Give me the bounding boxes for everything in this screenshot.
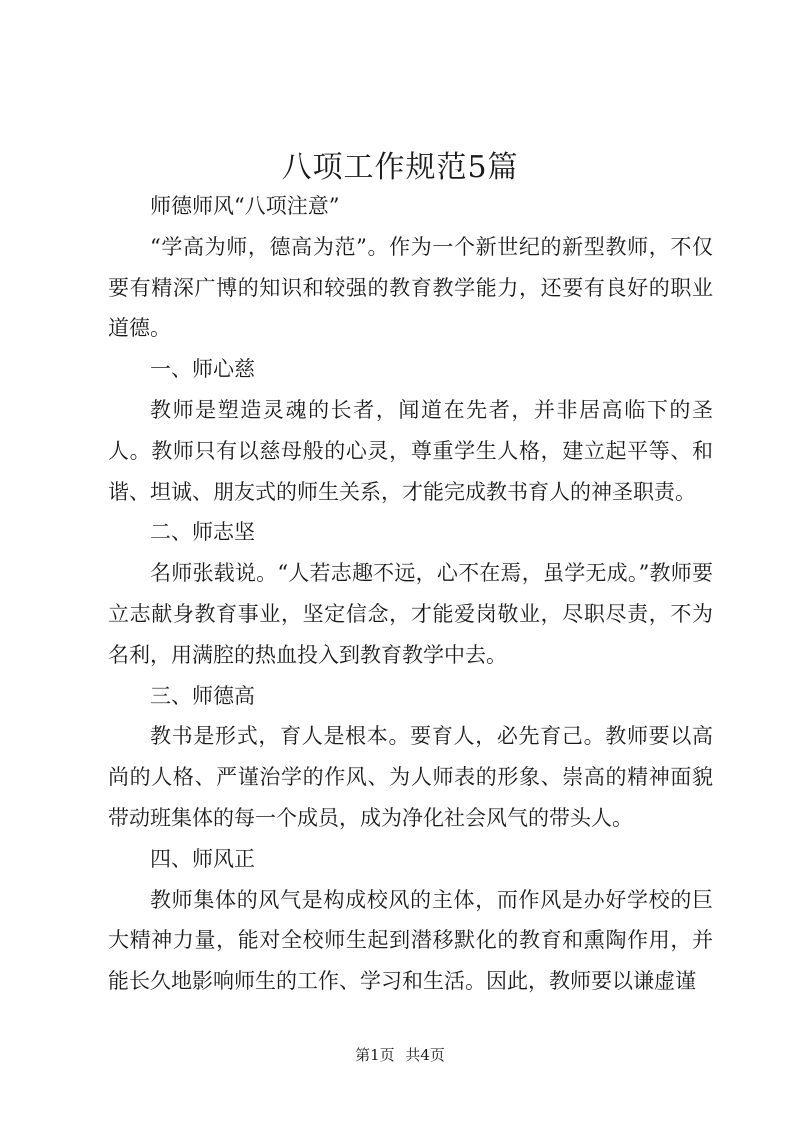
paragraph-heading: 师德师风“八项注意” — [150, 194, 340, 218]
paragraph: 教师是塑造灵魂的长者，闻道在先者，并非居高临下的圣人。教师只有以慈母般的心灵，尊重学生人格，建立起平等、和谐、坦诚、朋友式的师生关系，才能完成教书育人的神圣职责。 — [108, 397, 713, 504]
section-heading: 四、师风正 — [150, 846, 255, 871]
paragraph: 教师集体的风气是构成校风的主体，而作风是办好学校的巨大精神力量，能对全校师生起到潜移默化的教育和熏陶作用，并能长久地影响师生的工作、学习和生活。因此，教师要以谦虚谨 — [108, 887, 713, 994]
document-title: 八项工作规范5篇 — [281, 150, 519, 185]
page-number: 第1页 — [355, 1046, 395, 1064]
paragraph: 名师张载说。“人若志趣不远，心不在焉，虽学无成。”教师要立志献身教育事业，坚定信念，才能爱岗敬业，尽职尽责，不为名利，用满腔的热血投入到教育教学中去。 — [108, 561, 713, 667]
page-total: 共4页 — [405, 1046, 445, 1064]
paragraph: 教书是形式，育人是根本。要育人，必先育己。教师要以高尚的人格、严谨治学的作风、为人师表的形象、崇高的精神面貌带动班集体的每一个成员，成为净化社会风气的带头人。 — [108, 724, 713, 830]
document-body — [108, 186, 713, 1002]
section-heading: 一、师心慈 — [150, 357, 255, 382]
section-heading: 二、师志坚 — [150, 520, 255, 545]
page-footer — [0, 1044, 800, 1065]
section-heading: 三、师德高 — [150, 683, 255, 708]
paragraph: “学高为师，德高为范”。作为一个新世纪的新型教师，不仅要有精深广博的知识和较强的教育教学能力，还要有良好的职业道德。 — [108, 234, 713, 341]
